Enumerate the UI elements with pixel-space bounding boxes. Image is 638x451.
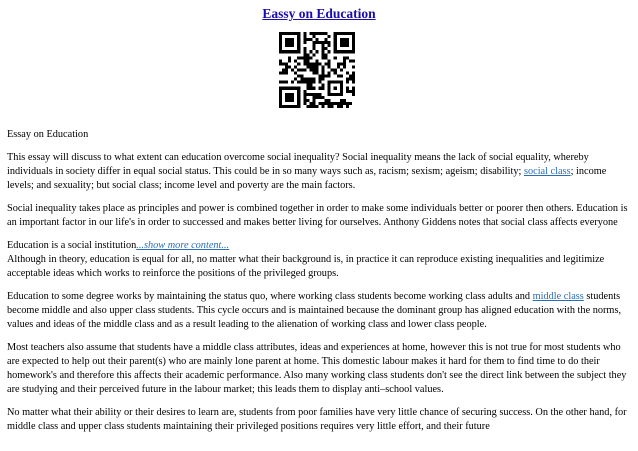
paragraph-3-start: Education is a social institution <box>7 240 137 251</box>
paragraph-1-text-a: This essay will discuss to what extent can education overcome social inequality? Social inequality means the lack of social equality, whereby individuals in society differ in equal social status. This could be in so many ways such as, racism; sexism; ageism; disability; <box>7 152 589 177</box>
paragraph-1 <box>7 151 629 193</box>
paragraph-4 <box>7 290 629 332</box>
paragraph-3-rest: Although in theory, education is equal for all, no matter what their background is, in practice it can reproduce existing inequalities and legitimize acceptable ideas which works to reinforce the positions of the privileged groups. <box>7 254 605 279</box>
paragraph-6: No matter what their ability or their desires to learn are, students from poor families have very little chance of securing success. On the other hand, for middle class and upper class students maintaining their privileged positions requires very little effort, and their future <box>7 407 627 432</box>
paragraph-2: Social inequality takes place as principles and power is combined together in order to make some individuals better or poorer then others. Education is an important factor in our life's in order to successed and makes better living for ourselves. Anthony Giddens notes that social class affects everyone <box>7 203 628 228</box>
paragraph-4-text-b: students become middle and also upper class students. This cycle occurs and is maintained because the dominant group has aligned education with the norms, values and ideas of the middle class and as a result leading to the alienation of working class and lower class people. <box>7 291 622 330</box>
show-more-content-link[interactable]: ...show more content... <box>136 240 230 251</box>
paragraph-5: Most teachers also assume that students have a middle class attributes, ideas and experiences at home, however this is not true for most students who are expected to help out their parent(s) who are mainly lone parent at home. This domestic labour makes it hard for them to find time to do their homework's and therefore this affects their academic performance. Also many working class students don't see the direct link between the subject they are studying and their perceived future in the labour market; this leads them to display anti–school values. <box>7 342 627 395</box>
social-class-link[interactable]: social class <box>523 166 571 177</box>
essay-heading: Essay on Education <box>7 129 89 140</box>
document-title-container <box>7 6 631 22</box>
middle-class-link[interactable]: middle class <box>532 291 584 302</box>
paragraph-3 <box>7 239 629 281</box>
document-body <box>7 128 629 443</box>
paragraph-1-text-b: ; income levels; and sexuality; but social class; income level and poverty are the main factors. <box>7 166 607 191</box>
document-title-link[interactable]: Eassy on Education <box>262 6 376 21</box>
qr-code-icon <box>279 32 355 108</box>
paragraph-4-text-a: Education to some degree works by maintaining the status quo, where working class students become working class adults and <box>7 291 533 302</box>
